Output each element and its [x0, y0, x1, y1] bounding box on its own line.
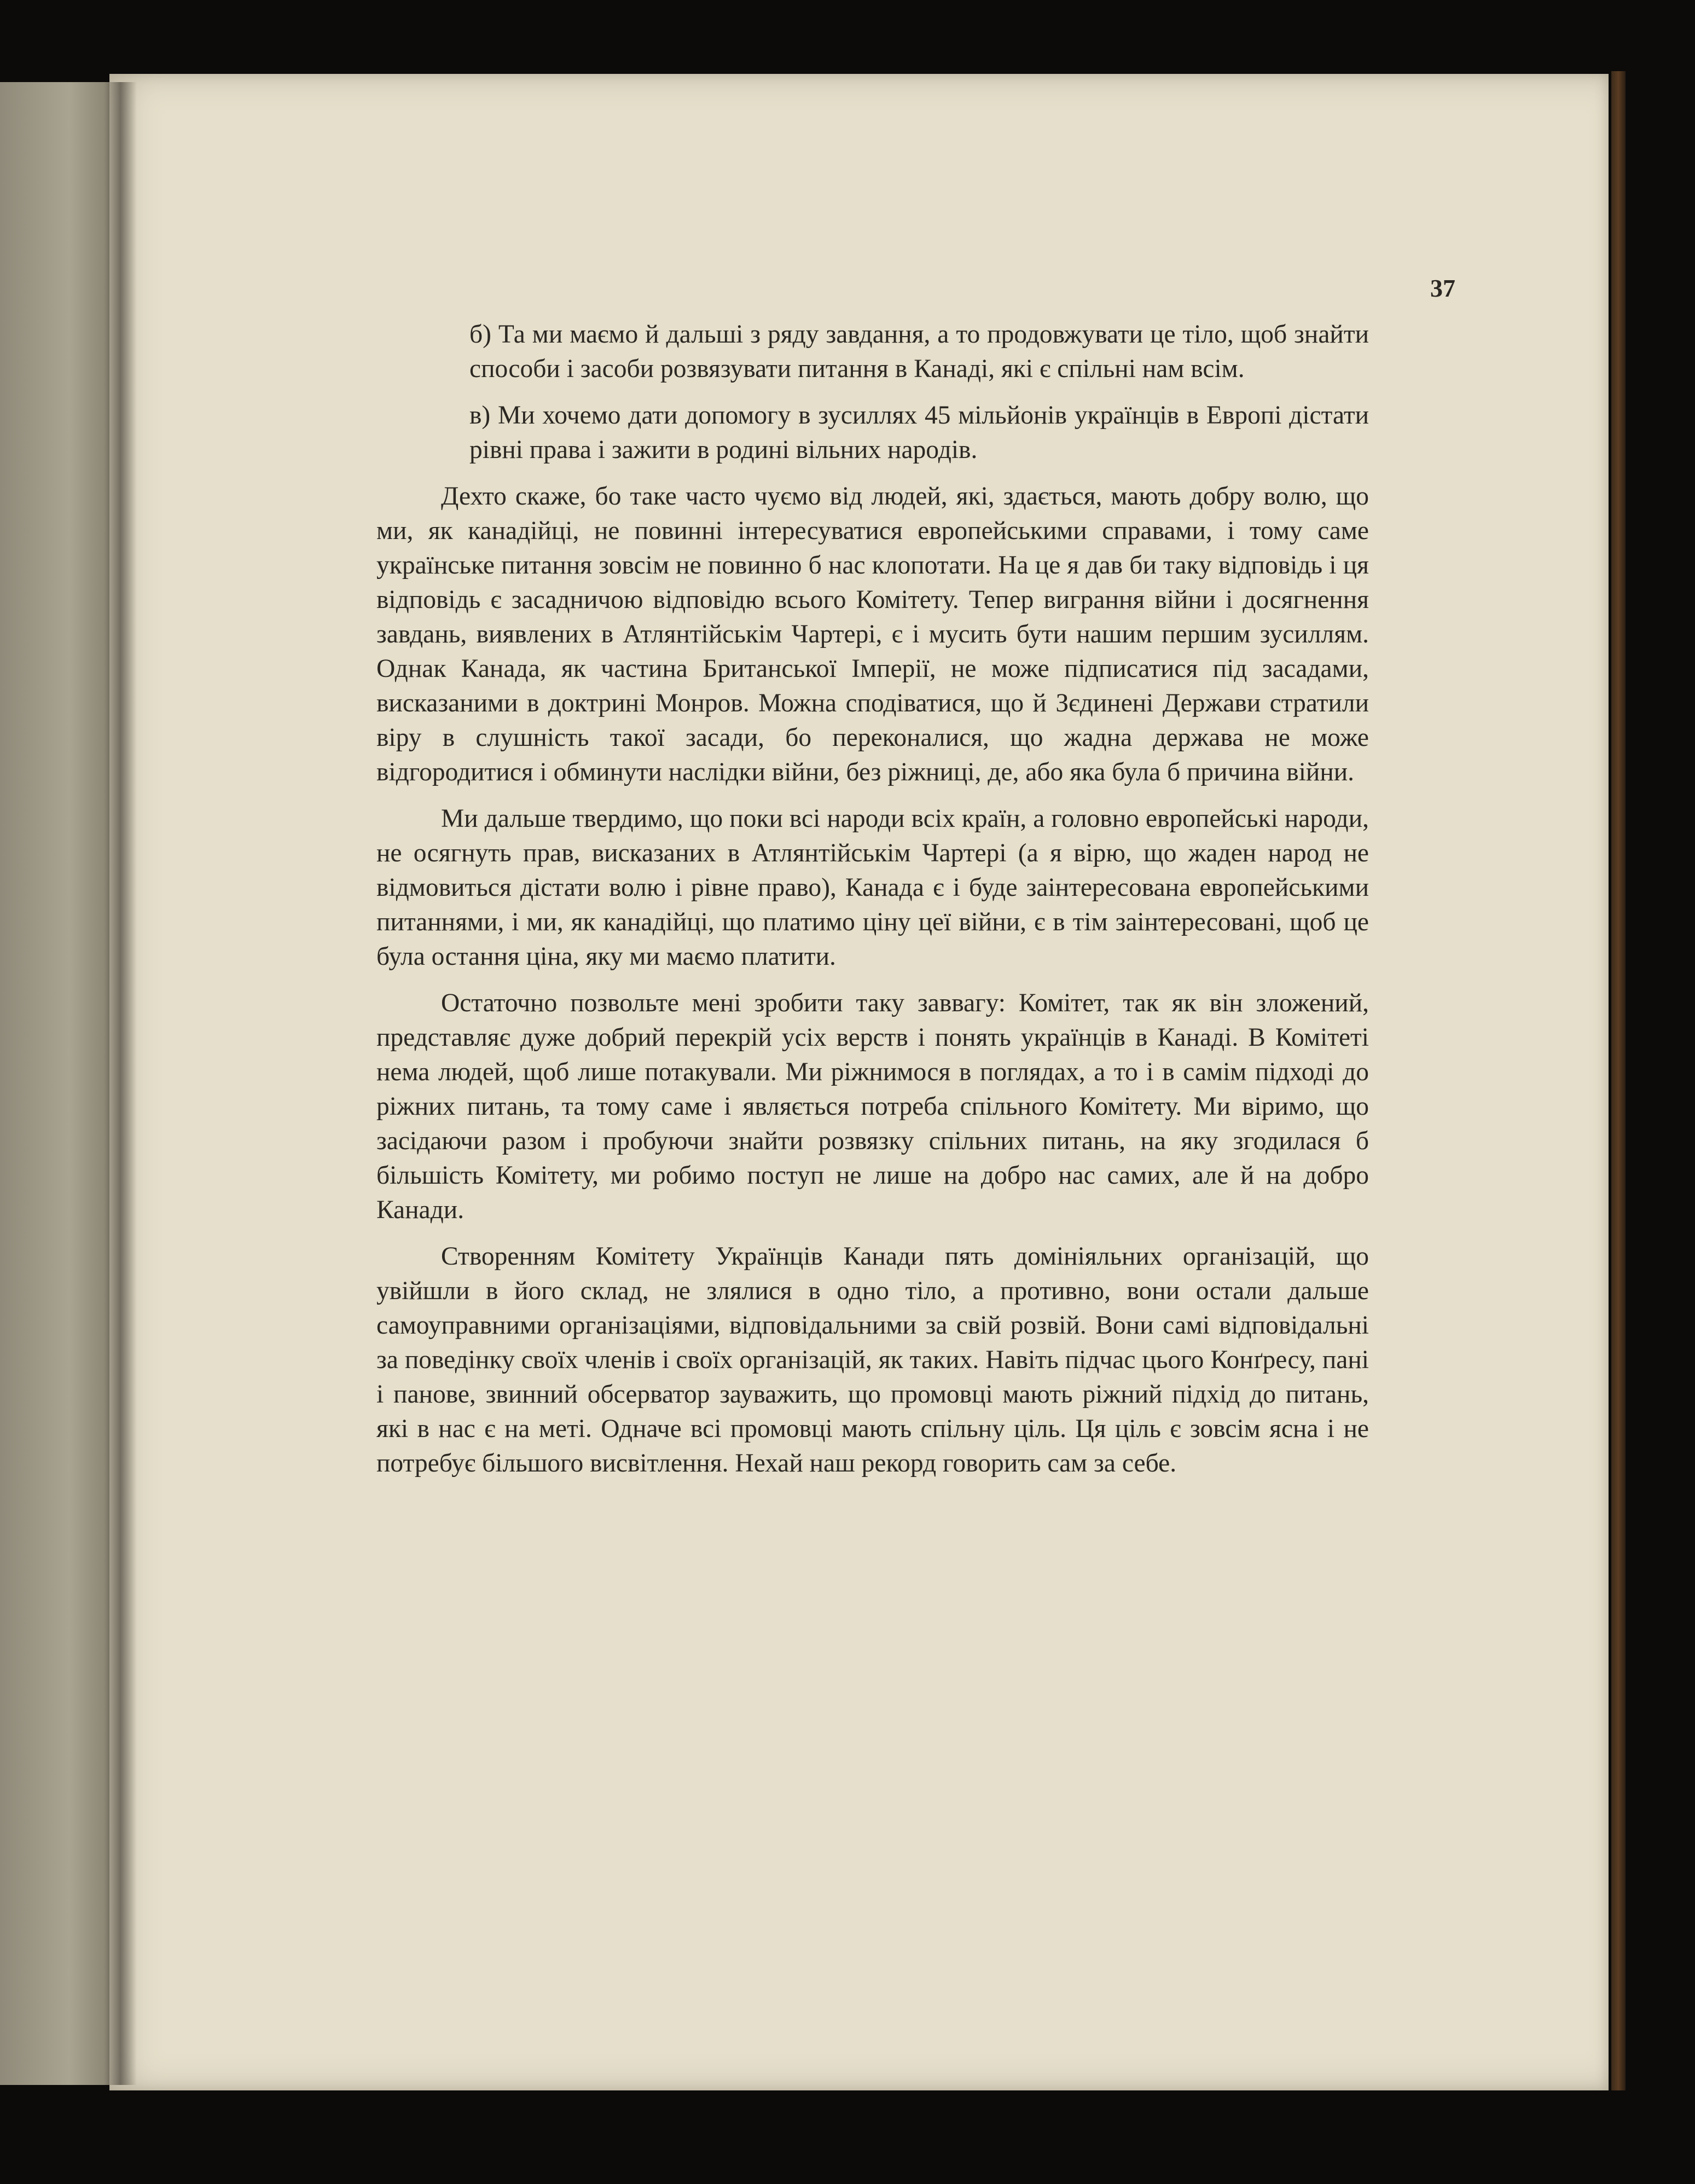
gutter-shadow [104, 82, 137, 2085]
paragraph: Створенням Комітету Українців Канади пять домініяльних організацій, що увійшли в його склад, не злялися в одно тіло, а противно, вони остали дальше самоуправними організаціями, відповідальними за свій розвій. Вони самі відповідальні за поведінку своїх членів і своїх організацій, як таких. Навіть підчас цього Конґресу, пані і панове, звинний обсерватор зауважить, що промовці мають ріжний підхід до питань, які в нас є на меті. Одначе всі промовці мають спільну ціль. Ця ціль є зовсім ясна і не потребує більшого висвітлення. Нехай наш рекорд говорить сам за себе. [376, 1242, 1369, 1478]
paragraph: Дехто скаже, бо таке часто чуємо від людей, які, здається, мають добру волю, що ми, як канадійці, не повинні інтересуватися европейськими справами, і тому саме українське питання зовсім не повинно б нас клопотати. На це я дав би таку відповідь і ця відповідь є засадничою відповідю всього Комітету. Тепер виграння війни і досягнення завдань, виявлених в Атлянтійськім Чартері, є і мусить бути нашим першим зусиллям. Однак Канада, як частина Британської Імперії, не може підписатися під засадами, висказаними в доктрині Монров. Можна сподіватися, що й Зєдинені Держави стратили віру в слушність такої засади, бо переконалися, що жадна держава не може відгородитися і обминути наслідки війни, без ріжниці, де, або яка була б причина війни. [376, 482, 1369, 786]
list-item-b: б) Та ми маємо й дальші з ряду завдання, а то продовжувати це тіло, щоб знайти способи і засоби розвязувати питання в Канаді, які є спільні нам всім. [469, 320, 1369, 383]
paragraph: Ми дальше твердимо, що поки всі народи всіх країн, а головно европейські народи, не осягнуть прав, висказаних в Атлянтійськім Чартері (а я вірю, що жаден народ не відмовиться дістати волю і рівне право), Канада є і буде заінтересована европейськими питаннями, і ми, як канадійці, що платимо ціну цеї війни, є в тім заінтересовані, щоб це була остання ціна, яку ми маємо платити. [376, 804, 1369, 971]
paragraph: Остаточно позвольте мені зробити таку заввагу: Комітет, так як він зложений, представляє дуже добрий перекрій усіх верств і понять українців в Канаді. В Комітеті нема людей, щоб лише потакували. Ми ріжнимося в поглядах, а то і в самім підході до ріжних питань, та тому саме і являється потреба спільного Комітету. Ми віримо, що засідаючи разом і пробуючи знайти розвязку спільних питань, на яку згодилася б більшість Комітету, ми робимо поступ не лише на добро нас самих, але й на добро Канади. [376, 989, 1369, 1224]
list-item-v: в) Ми хочемо дати допомогу в зусиллях 45 мільйонів українців в Европі дістати рівні права і зажити в родині вільних народів. [469, 401, 1369, 464]
cover-edge [1611, 71, 1626, 2090]
page-number: 37 [1430, 274, 1455, 302]
page-body [376, 317, 1369, 1493]
